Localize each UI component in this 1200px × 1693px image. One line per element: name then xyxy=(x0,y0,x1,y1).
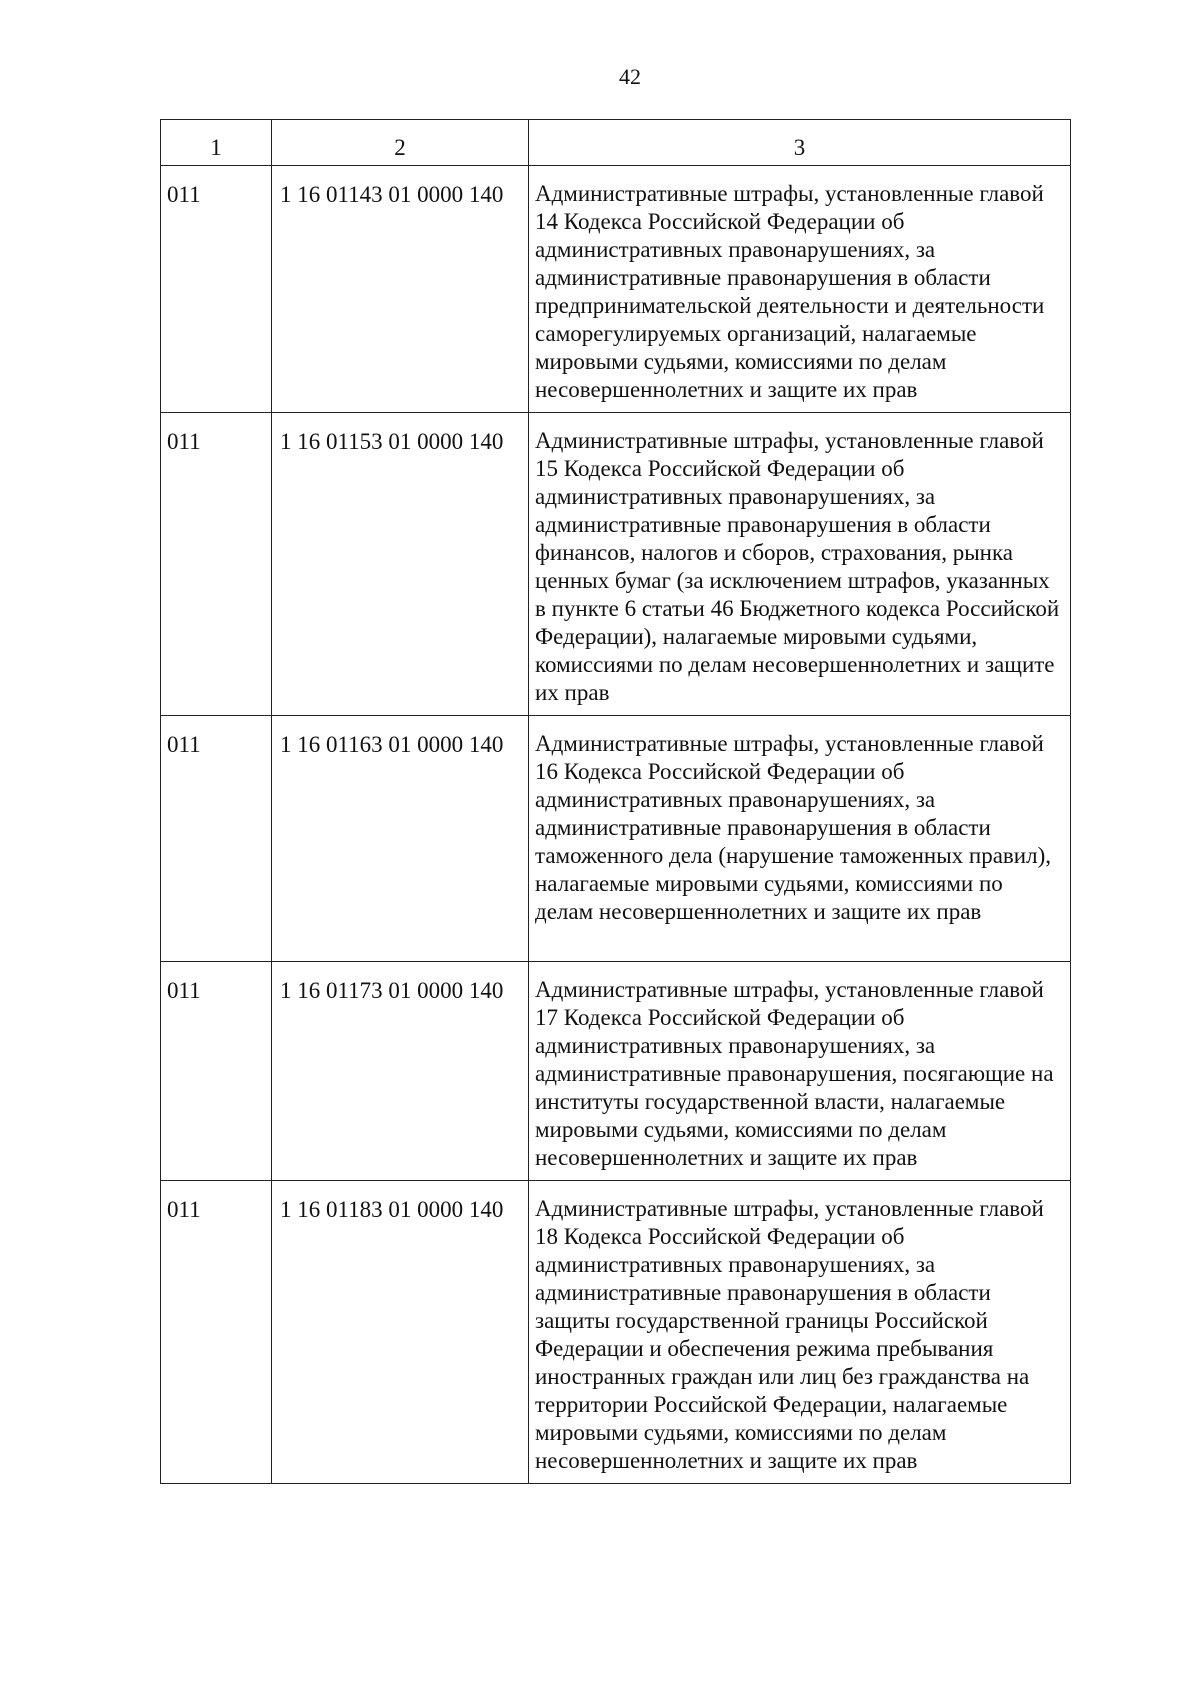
admin-code-cell: 011 xyxy=(161,1181,272,1484)
description-cell: Административные штрафы, установленные главой 15 Кодекса Российской Федерации об административных правонарушениях, за административные правонарушения в области финансов, налогов и сборов, страхования, рынка ценных бумаг (за исключением штрафов, указанных в пункте 6 статьи 46 Бюджетного кодекса Российской Федерации), налагаемые мировыми судьями, комиссиями по делам несовершеннолетних и защите их прав xyxy=(529,413,1071,716)
budget-code-cell: 1 16 01143 01 0000 140 xyxy=(272,166,529,413)
column-header-3: 3 xyxy=(529,120,1071,166)
table-header-row xyxy=(161,120,1071,166)
admin-code-cell: 011 xyxy=(161,962,272,1181)
description-cell: Административные штрафы, установленные главой 14 Кодекса Российской Федерации об административных правонарушениях, за административные правонарушения в области предпринимательской деятельности и деятельности саморегулируемых организаций, налагаемые мировыми судьями, комиссиями по делам несовершеннолетних и защите их прав xyxy=(529,166,1071,413)
description-cell: Административные штрафы, установленные главой 17 Кодекса Российской Федерации об административных правонарушениях, за административные правонарушения, посягающие на институты государственной власти, налагаемые мировыми судьями, комиссиями по делам несовершеннолетних и защите их прав xyxy=(529,962,1071,1181)
budget-code-cell: 1 16 01173 01 0000 140 xyxy=(272,962,529,1181)
budget-code-cell: 1 16 01163 01 0000 140 xyxy=(272,716,529,962)
page-number: 42 xyxy=(619,64,641,89)
column-header-1: 1 xyxy=(161,120,272,166)
table-row xyxy=(161,716,1071,962)
column-header-2: 2 xyxy=(272,120,529,166)
admin-code-cell: 011 xyxy=(161,166,272,413)
table-row xyxy=(161,413,1071,716)
table-row xyxy=(161,166,1071,413)
revenue-codes-table xyxy=(160,119,1071,1484)
admin-code-cell: 011 xyxy=(161,716,272,962)
description-cell: Административные штрафы, установленные главой 18 Кодекса Российской Федерации об административных правонарушениях, за административные правонарушения в области защиты государственной границы Российской Федерации и обеспечения режима пребывания иностранных граждан или лиц без гражданства на территории Российской Федерации, налагаемые мировыми судьями, комиссиями по делам несовершеннолетних и защите их прав xyxy=(529,1181,1071,1484)
description-cell: Административные штрафы, установленные главой 16 Кодекса Российской Федерации об административных правонарушениях, за административные правонарушения в области таможенного дела (нарушение таможенных правил), налагаемые мировыми судьями, комиссиями по делам несовершеннолетних и защите их прав xyxy=(529,716,1071,962)
budget-code-cell: 1 16 01183 01 0000 140 xyxy=(272,1181,529,1484)
table-row xyxy=(161,962,1071,1181)
admin-code-cell: 011 xyxy=(161,413,272,716)
budget-code-cell: 1 16 01153 01 0000 140 xyxy=(272,413,529,716)
table-row xyxy=(161,1181,1071,1484)
